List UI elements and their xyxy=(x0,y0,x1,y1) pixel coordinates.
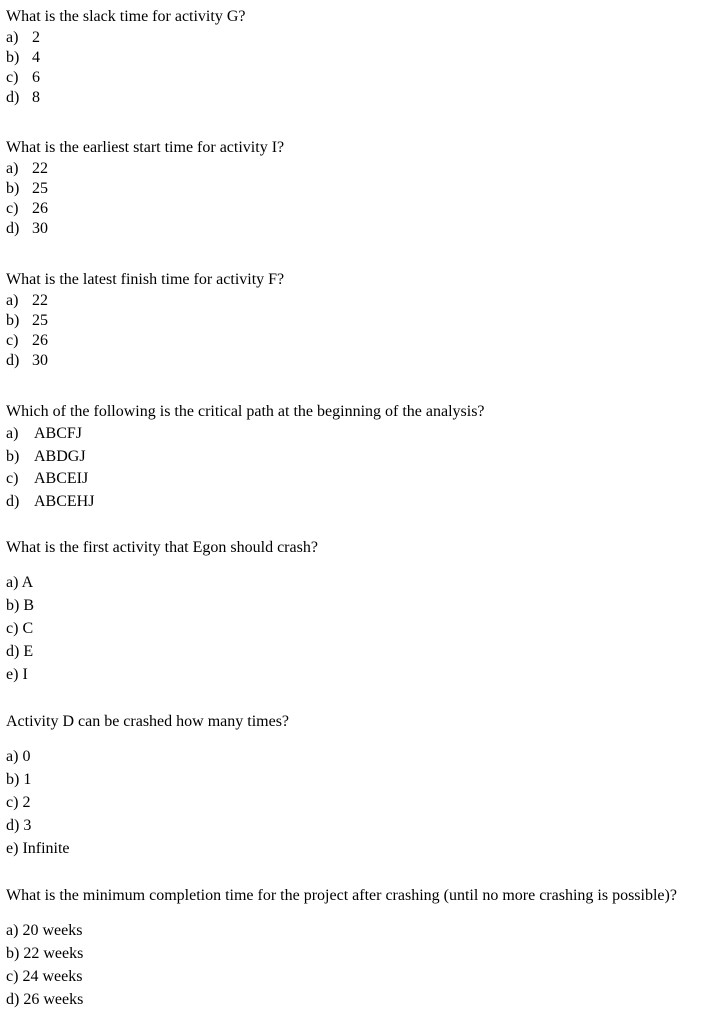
option-value: I xyxy=(22,666,28,683)
option-label: c) xyxy=(6,794,19,811)
option-label: b) xyxy=(6,180,20,197)
question-2 xyxy=(6,137,696,239)
question-5-option-e[interactable] xyxy=(6,663,696,686)
option-label: d) xyxy=(6,991,20,1008)
option-value: C xyxy=(22,620,34,637)
option-value: 22 xyxy=(32,160,48,177)
option-label: c) xyxy=(6,470,19,487)
question-3-option-a[interactable] xyxy=(6,291,696,311)
question-1-option-d[interactable] xyxy=(6,88,696,108)
question-1-option-b[interactable] xyxy=(6,48,696,68)
option-value: A xyxy=(21,574,34,591)
option-label: b) xyxy=(6,49,20,66)
option-label: b) xyxy=(6,312,20,329)
option-label: e) xyxy=(6,840,19,857)
question-1-text: What is the slack time for activity G? xyxy=(6,8,246,25)
option-value: 25 xyxy=(32,180,48,197)
question-4-option-b[interactable] xyxy=(6,446,696,469)
question-3-option-c[interactable] xyxy=(6,331,696,351)
question-7-option-a[interactable] xyxy=(6,919,696,942)
option-value: B xyxy=(23,597,34,614)
option-label: b) xyxy=(6,771,20,788)
option-value: 4 xyxy=(32,49,40,66)
option-value: 24 weeks xyxy=(22,968,83,985)
option-value: 20 weeks xyxy=(22,922,83,939)
option-value: ABCFJ xyxy=(34,425,83,442)
option-label: d) xyxy=(6,492,20,510)
question-4-option-c[interactable] xyxy=(6,468,696,491)
question-1-option-a[interactable] xyxy=(6,28,696,48)
question-2-option-a[interactable] xyxy=(6,159,696,179)
option-value: 0 xyxy=(22,748,31,765)
option-label: a) xyxy=(6,160,19,177)
option-value: 6 xyxy=(32,69,40,86)
question-5-option-d[interactable] xyxy=(6,640,696,663)
option-label: a) xyxy=(6,574,19,591)
option-label: c) xyxy=(6,332,19,349)
question-6-option-a[interactable] xyxy=(6,745,696,768)
question-sheet xyxy=(6,6,696,1011)
question-3-option-d[interactable] xyxy=(6,351,696,371)
option-value: 26 weeks xyxy=(23,991,84,1008)
question-5 xyxy=(6,537,696,686)
option-label: c) xyxy=(6,620,19,637)
option-value: 25 xyxy=(32,312,48,329)
question-7-option-d[interactable] xyxy=(6,988,696,1011)
option-label: d) xyxy=(6,220,20,237)
option-label: b) xyxy=(6,447,20,465)
option-label: d) xyxy=(6,89,20,106)
option-value: E xyxy=(23,643,34,660)
question-2-option-b[interactable] xyxy=(6,179,696,199)
option-value: ABCEIJ xyxy=(34,470,89,487)
question-5-option-b[interactable] xyxy=(6,594,696,617)
option-value: 30 xyxy=(32,352,48,369)
option-value: 8 xyxy=(32,89,40,106)
question-3 xyxy=(6,269,696,371)
question-5-text: What is the first activity that Egon should crash? xyxy=(6,539,318,556)
question-4-option-a[interactable] xyxy=(6,423,696,446)
option-label: a) xyxy=(6,292,19,309)
option-value: 26 xyxy=(32,332,48,349)
option-value: ABDGJ xyxy=(34,447,86,465)
question-6-option-b[interactable] xyxy=(6,768,696,791)
question-5-option-c[interactable] xyxy=(6,617,696,640)
option-label: d) xyxy=(6,643,20,660)
question-1 xyxy=(6,6,696,108)
option-value: Infinite xyxy=(22,840,70,857)
option-label: a) xyxy=(6,425,19,442)
option-label: d) xyxy=(6,352,20,369)
option-label: e) xyxy=(6,666,19,683)
question-4 xyxy=(6,401,696,513)
question-6-option-c[interactable] xyxy=(6,791,696,814)
option-label: a) xyxy=(6,748,19,765)
option-label: a) xyxy=(6,922,19,939)
option-label: a) xyxy=(6,29,19,46)
option-value: 2 xyxy=(32,29,40,46)
question-4-option-d[interactable] xyxy=(6,491,696,514)
option-value: ABCEHJ xyxy=(34,492,95,510)
option-value: 1 xyxy=(23,771,32,788)
question-7 xyxy=(6,885,696,1011)
question-7-option-b[interactable] xyxy=(6,942,696,965)
option-label: c) xyxy=(6,69,19,86)
option-label: b) xyxy=(6,945,20,962)
question-2-option-c[interactable] xyxy=(6,199,696,219)
question-3-option-b[interactable] xyxy=(6,311,696,331)
question-3-text: What is the latest finish time for activity F? xyxy=(6,271,285,288)
option-label: d) xyxy=(6,817,20,834)
question-6-option-d[interactable] xyxy=(6,814,696,837)
option-value: 22 weeks xyxy=(23,945,84,962)
question-4-text: Which of the following is the critical path at the beginning of the analysis? xyxy=(6,403,485,420)
question-1-option-c[interactable] xyxy=(6,68,696,88)
question-2-option-d[interactable] xyxy=(6,219,696,239)
option-value: 3 xyxy=(23,817,32,834)
question-6-option-e[interactable] xyxy=(6,837,696,860)
option-value: 22 xyxy=(32,292,48,309)
option-value: 26 xyxy=(32,200,48,217)
option-label: b) xyxy=(6,597,20,614)
option-value: 30 xyxy=(32,220,48,237)
option-label: c) xyxy=(6,200,19,217)
question-6-text: Activity D can be crashed how many times? xyxy=(6,713,290,730)
question-7-option-c[interactable] xyxy=(6,965,696,988)
option-value: 2 xyxy=(22,794,31,811)
question-2-text: What is the earliest start time for activity I? xyxy=(6,139,285,156)
question-7-text: What is the minimum completion time for the project after crashing (until no more crashing is possible)? xyxy=(6,887,677,904)
question-5-option-a[interactable] xyxy=(6,571,696,594)
option-label: c) xyxy=(6,968,19,985)
question-6 xyxy=(6,711,696,860)
